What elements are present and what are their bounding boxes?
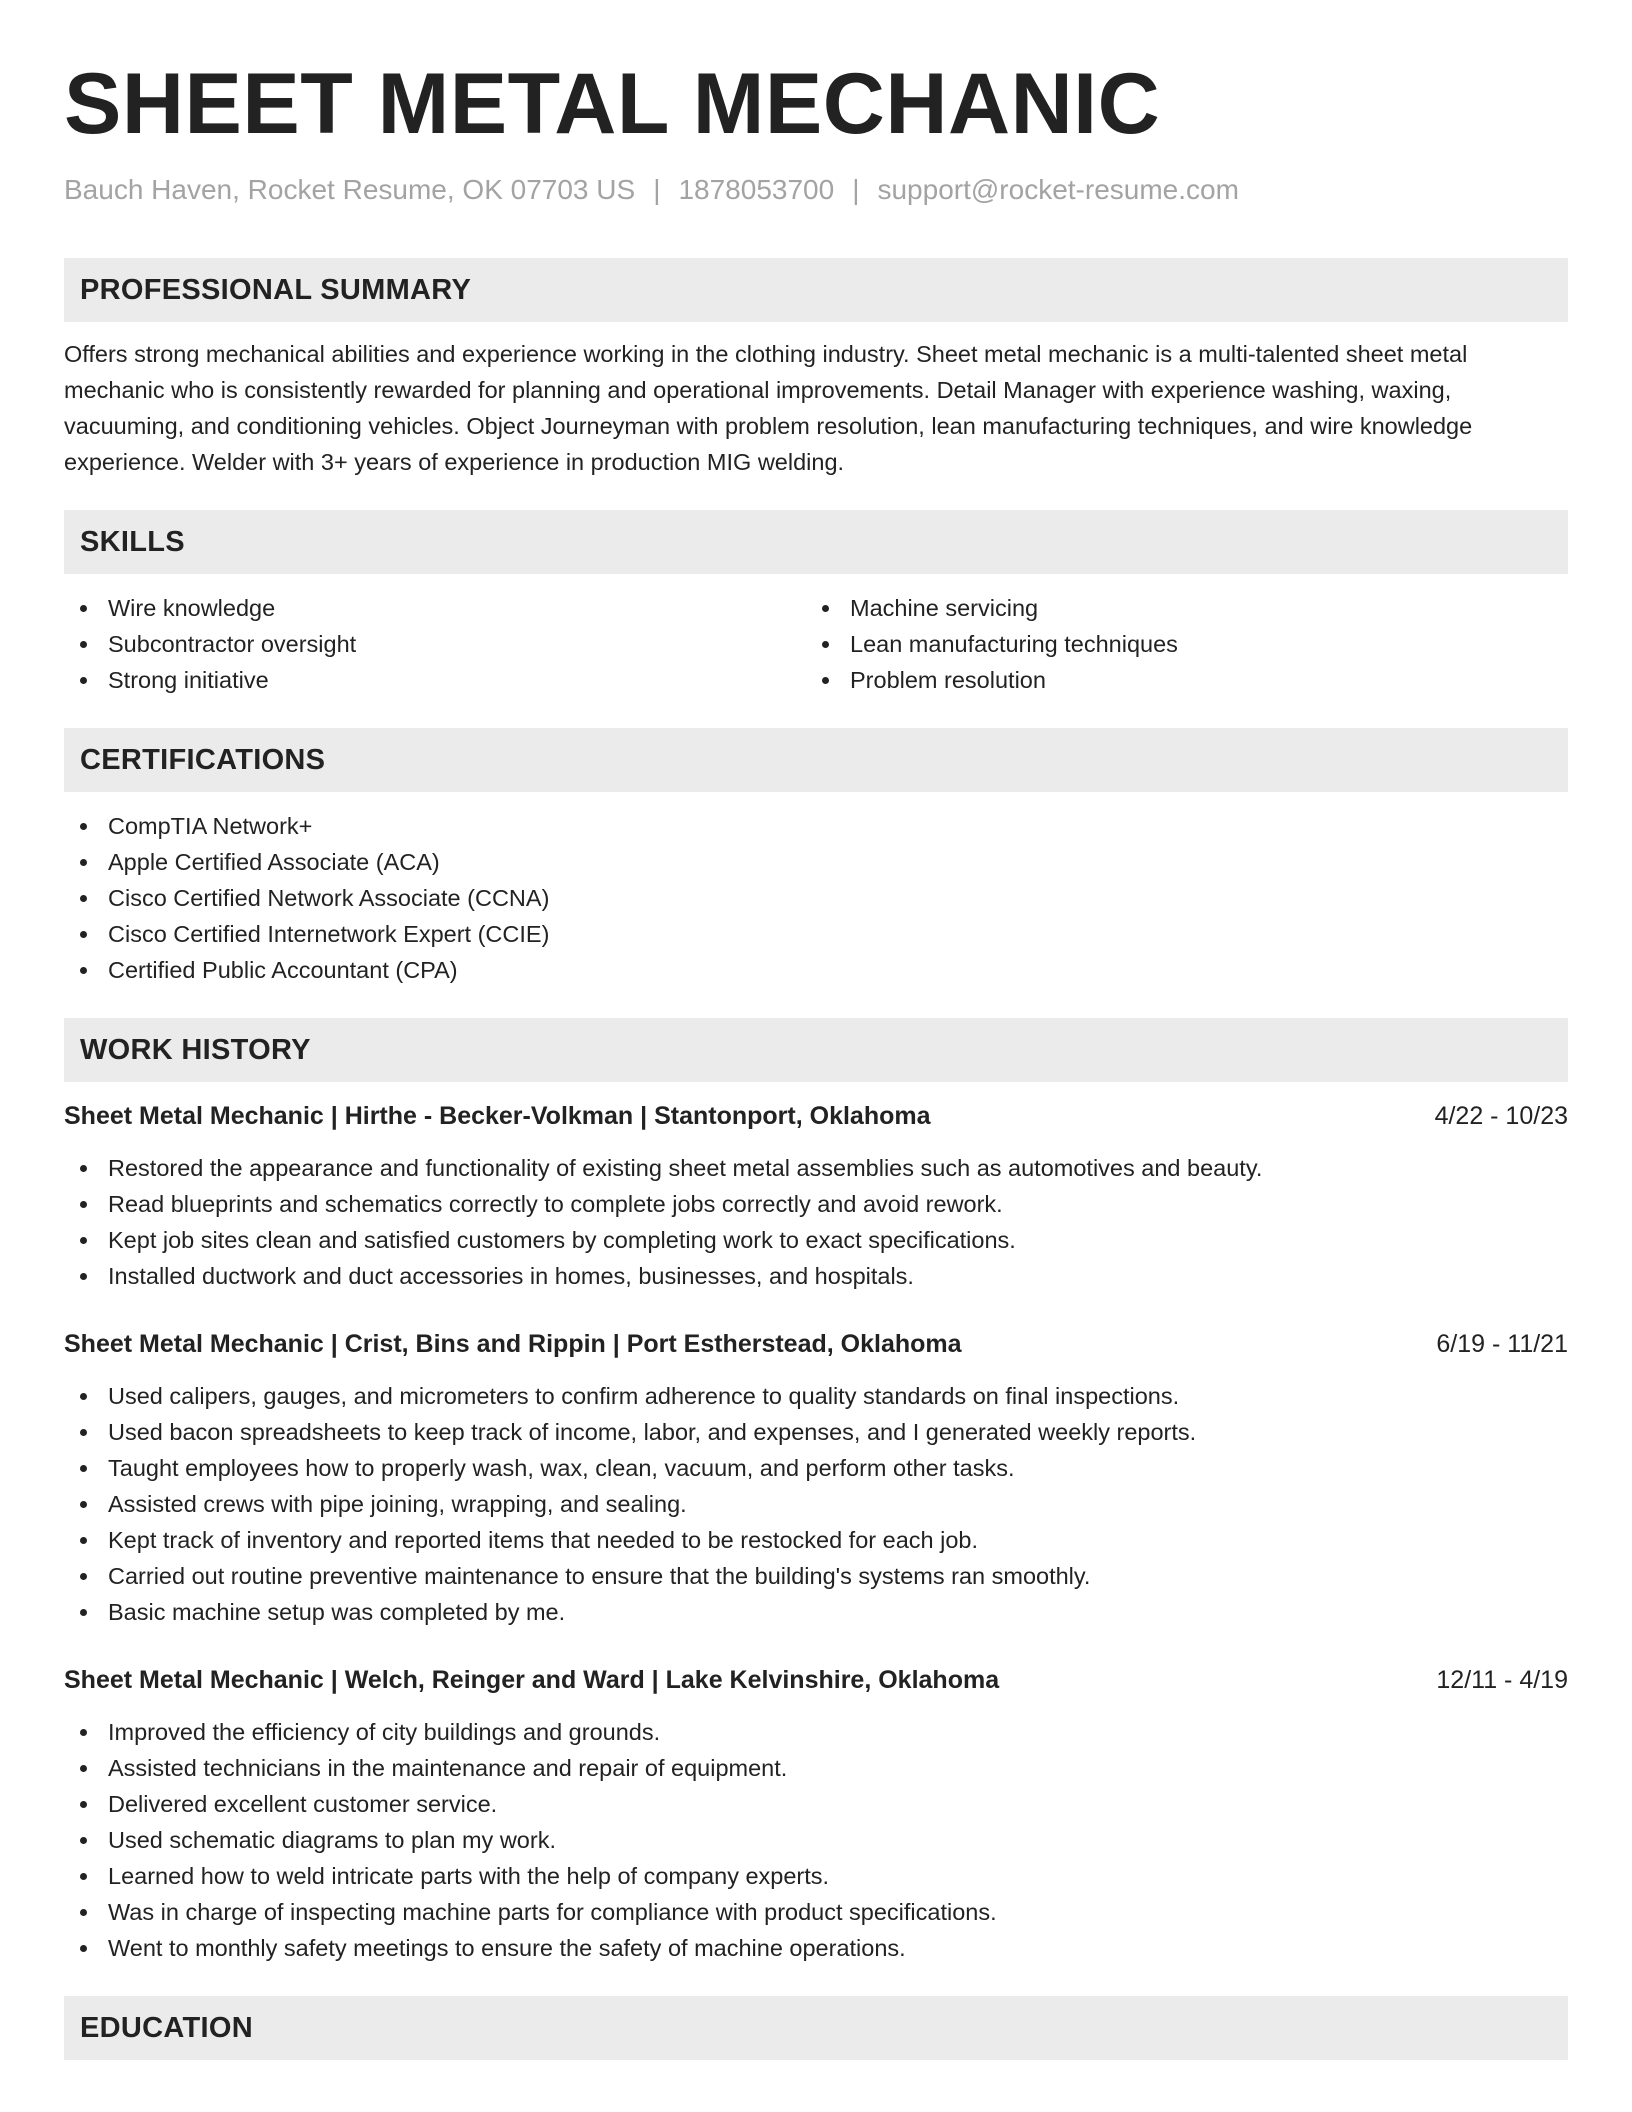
job-bullets xyxy=(64,1378,1568,1630)
job-bullet: Taught employees how to properly wash, wax, clean, vacuum, and perform other tasks. xyxy=(64,1450,1568,1486)
job-bullet: Carried out routine preventive maintenance to ensure that the building's systems ran smoothly. xyxy=(64,1558,1568,1594)
certification-item: Certified Public Accountant (CPA) xyxy=(64,952,1568,988)
job-entry xyxy=(64,1662,1568,1966)
job-dates: 6/19 - 11/21 xyxy=(1436,1330,1568,1358)
section-header-certifications: CERTIFICATIONS xyxy=(64,728,1568,792)
job-bullet: Read blueprints and schematics correctly to complete jobs correctly and avoid rework. xyxy=(64,1186,1568,1222)
job-entry xyxy=(64,1326,1568,1630)
job-bullet: Used calipers, gauges, and micrometers to confirm adherence to quality standards on final inspections. xyxy=(64,1378,1568,1414)
contact-email: support@rocket-resume.com xyxy=(877,174,1239,205)
contact-line xyxy=(64,172,1568,208)
skills-list-left xyxy=(64,590,806,698)
job-header xyxy=(64,1662,1568,1698)
skill-item: Machine servicing xyxy=(806,590,1548,626)
certification-item: CompTIA Network+ xyxy=(64,808,1568,844)
certification-item: Cisco Certified Network Associate (CCNA) xyxy=(64,880,1568,916)
section-header-skills: SKILLS xyxy=(64,510,1568,574)
job-bullet: Assisted technicians in the maintenance and repair of equipment. xyxy=(64,1750,1568,1786)
job-dates: 4/22 - 10/23 xyxy=(1434,1102,1568,1130)
contact-separator: | xyxy=(653,174,661,205)
job-bullet: Learned how to weld intricate parts with the help of company experts. xyxy=(64,1858,1568,1894)
contact-phone: 1878053700 xyxy=(678,174,835,205)
certification-item: Cisco Certified Internetwork Expert (CCIE) xyxy=(64,916,1568,952)
job-bullets xyxy=(64,1714,1568,1966)
job-header xyxy=(64,1326,1568,1362)
skills-grid xyxy=(64,590,1568,698)
job-bullet: Used schematic diagrams to plan my work. xyxy=(64,1822,1568,1858)
skill-item: Lean manufacturing techniques xyxy=(806,626,1548,662)
job-bullet: Basic machine setup was completed by me. xyxy=(64,1594,1568,1630)
contact-separator: | xyxy=(852,174,860,205)
job-title: Sheet Metal Mechanic | Welch, Reinger and Ward | Lake Kelvinshire, Oklahoma xyxy=(64,1666,1000,1694)
job-bullet: Kept track of inventory and reported items that needed to be restocked for each job. xyxy=(64,1522,1568,1558)
job-bullet: Improved the efficiency of city buildings and grounds. xyxy=(64,1714,1568,1750)
job-bullet: Delivered excellent customer service. xyxy=(64,1786,1568,1822)
skill-item: Problem resolution xyxy=(806,662,1548,698)
skill-item: Strong initiative xyxy=(64,662,806,698)
job-bullet: Installed ductwork and duct accessories in homes, businesses, and hospitals. xyxy=(64,1258,1568,1294)
job-title: Sheet Metal Mechanic | Hirthe - Becker-Volkman | Stantonport, Oklahoma xyxy=(64,1102,931,1130)
job-bullet: Restored the appearance and functionality of existing sheet metal assemblies such as automotives and beauty. xyxy=(64,1150,1568,1186)
skills-list-right xyxy=(806,590,1548,698)
skill-item: Wire knowledge xyxy=(64,590,806,626)
section-header-education: EDUCATION xyxy=(64,1996,1568,2060)
job-bullet: Kept job sites clean and satisfied customers by completing work to exact specifications. xyxy=(64,1222,1568,1258)
summary-text: Offers strong mechanical abilities and experience working in the clothing industry. Sheet metal mechanic is a multi-talented sheet metal mechanic who is consistently rewarded for planning and operational improvements. Detail Manager with experience washing, waxing, vacuuming, and conditioning vehicles. Object Journeyman with problem resolution, lean manufacturing techniques, and wire knowledge experience. Welder with 3+ years of experience in production MIG welding. xyxy=(64,341,1473,475)
job-dates: 12/11 - 4/19 xyxy=(1436,1666,1568,1694)
certification-item: Apple Certified Associate (ACA) xyxy=(64,844,1568,880)
section-header-work-history: WORK HISTORY xyxy=(64,1018,1568,1082)
job-bullets xyxy=(64,1150,1568,1294)
resume-title: SHEET METAL MECHANIC xyxy=(64,56,1161,152)
contact-address: Bauch Haven, Rocket Resume, OK 07703 US xyxy=(64,174,636,205)
job-bullet: Was in charge of inspecting machine parts for compliance with product specifications. xyxy=(64,1894,1568,1930)
skill-item: Subcontractor oversight xyxy=(64,626,806,662)
job-bullet: Used bacon spreadsheets to keep track of income, labor, and expenses, and I generated weekly reports. xyxy=(64,1414,1568,1450)
certifications-list xyxy=(64,808,1568,988)
job-entry xyxy=(64,1098,1568,1294)
job-header xyxy=(64,1098,1568,1134)
job-title: Sheet Metal Mechanic | Crist, Bins and Rippin | Port Estherstead, Oklahoma xyxy=(64,1330,962,1358)
job-bullet: Went to monthly safety meetings to ensure the safety of machine operations. xyxy=(64,1930,1568,1966)
job-bullet: Assisted crews with pipe joining, wrapping, and sealing. xyxy=(64,1486,1568,1522)
section-header-summary: PROFESSIONAL SUMMARY xyxy=(64,258,1568,322)
